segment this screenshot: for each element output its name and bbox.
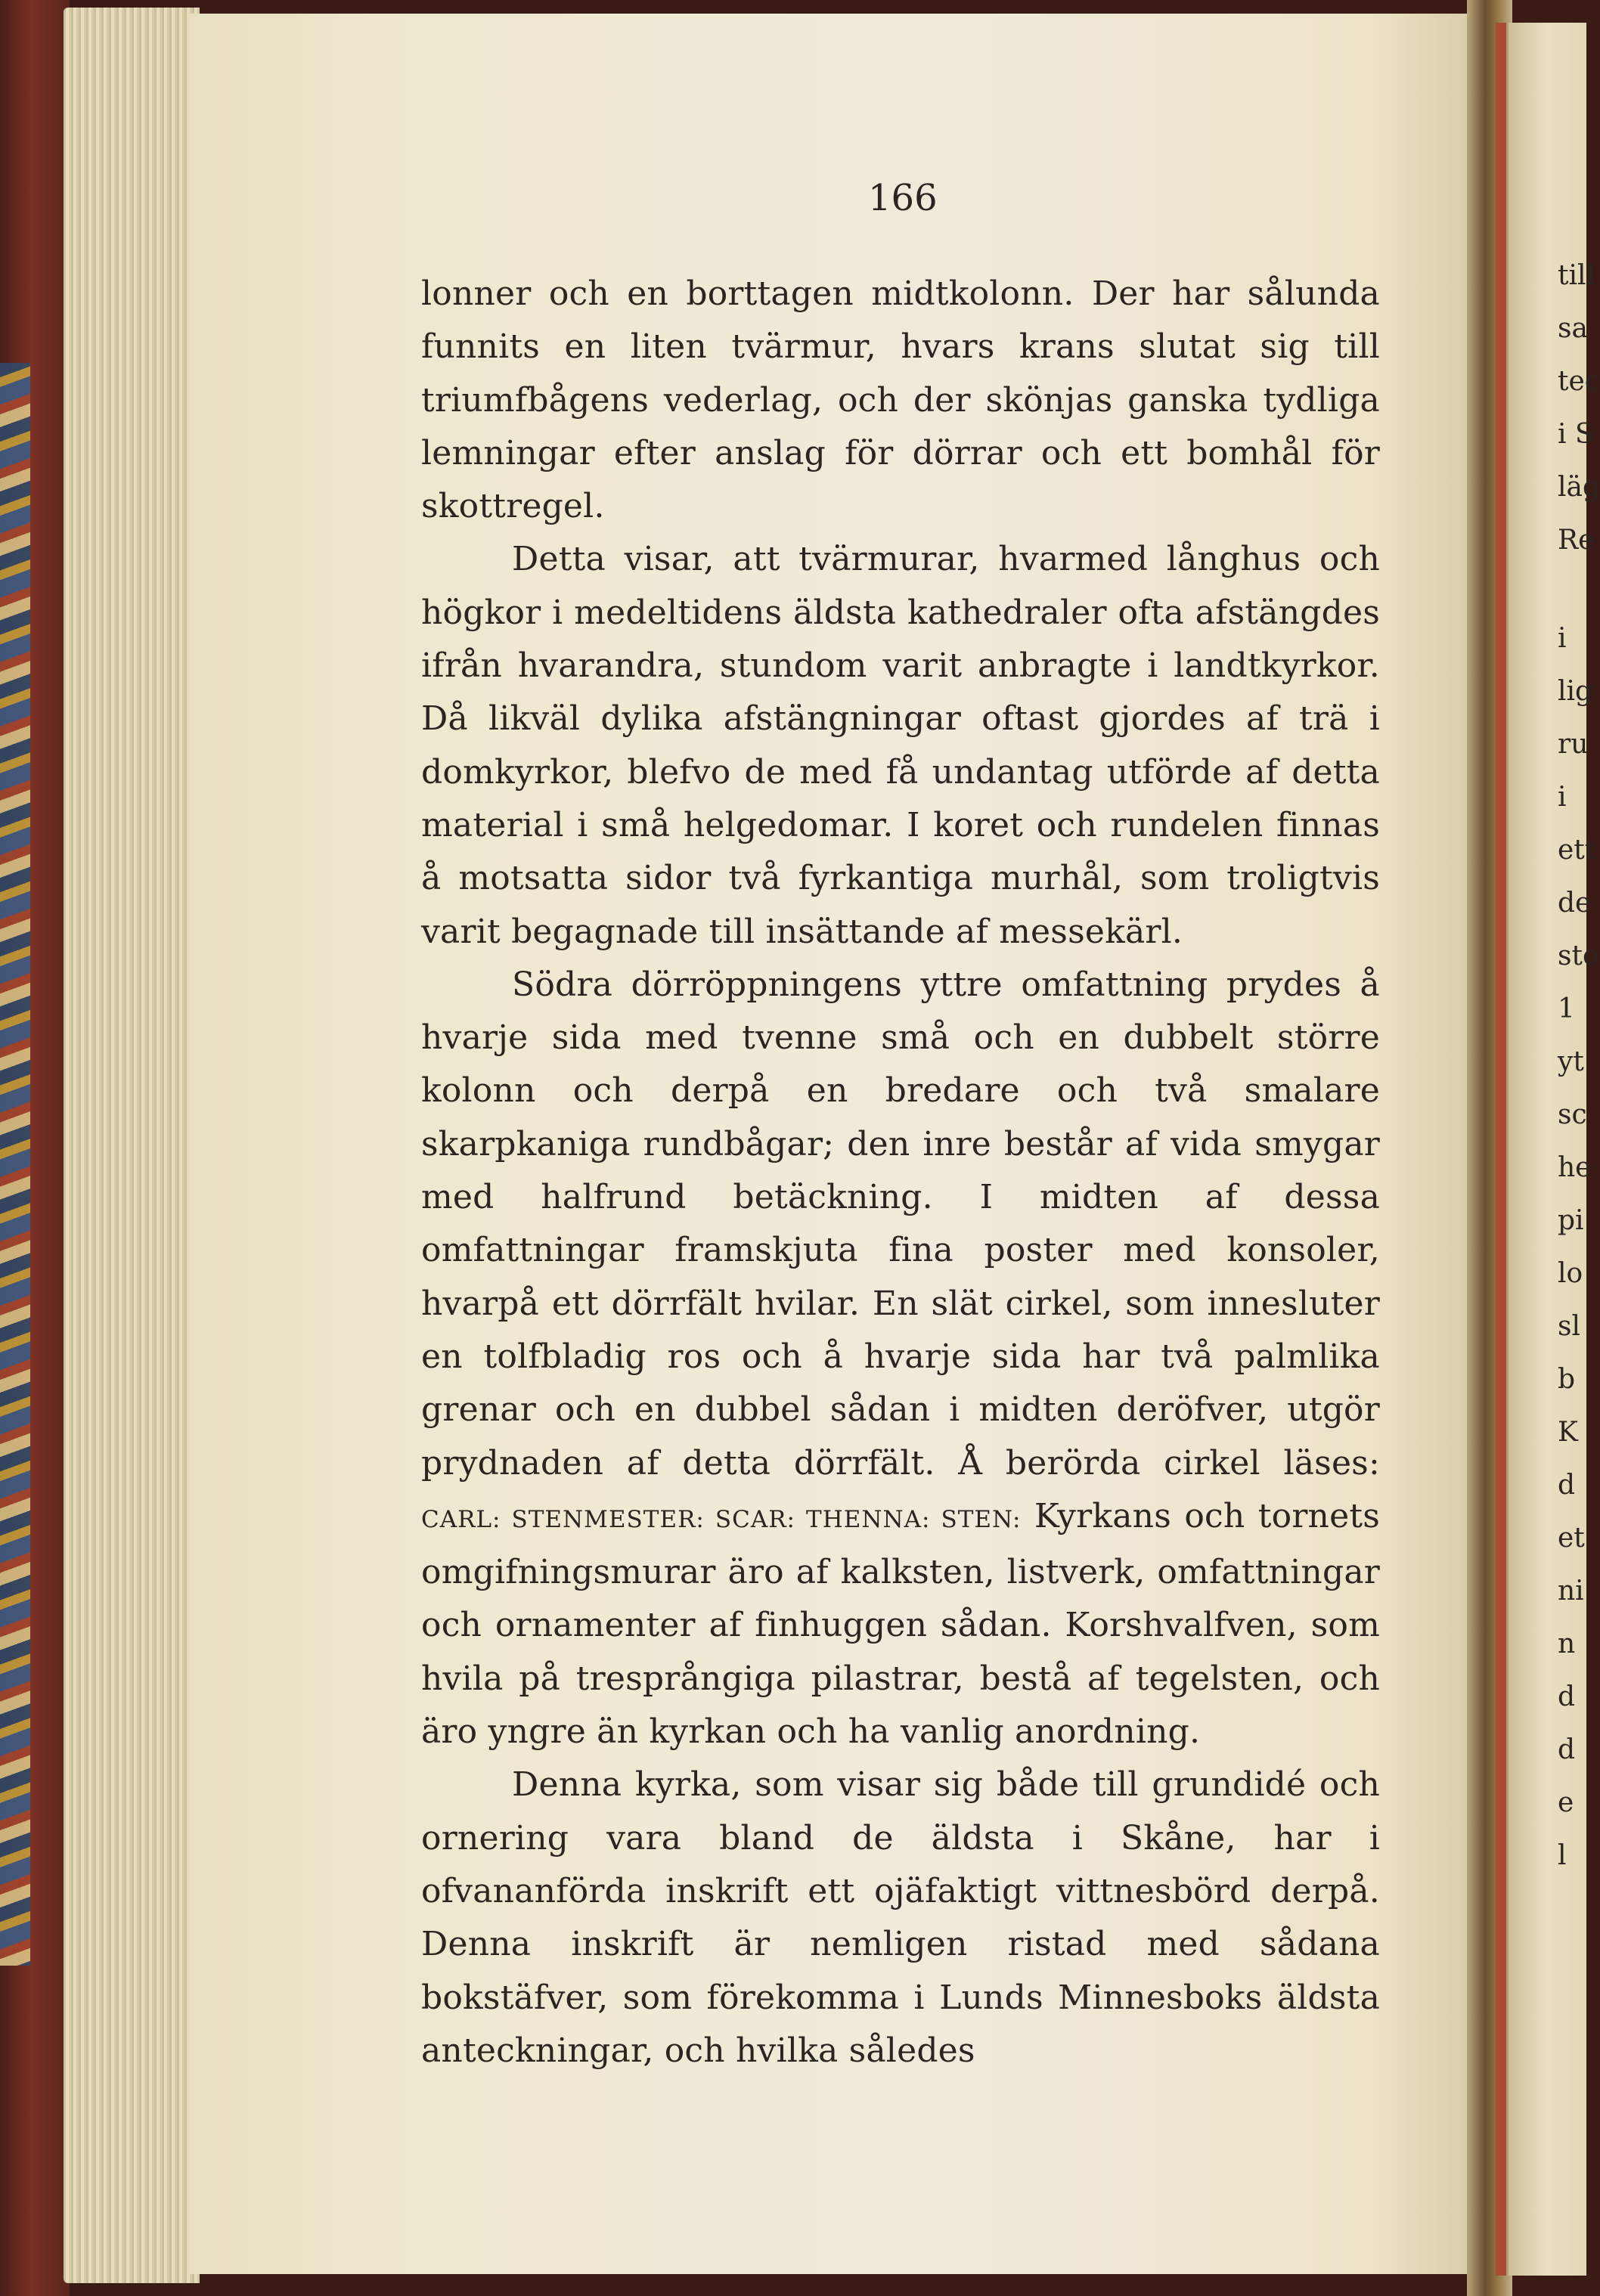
fragment: sto (1558, 940, 1599, 971)
fragment: yt (1558, 1046, 1584, 1077)
fragment: n (1558, 1628, 1576, 1659)
fragment: i (1558, 623, 1567, 654)
fragment: K (1558, 1417, 1578, 1448)
paragraph-2: Detta visar, att tvärmurar, hvarmed långhus och högkor i medeltidens äldsta kathedraler ofta afstängdes ifrån hvarandra, stundom varit anbragte i landtkyrkor. Då likväl dylika afstängningar oftast gjordes af trä i domkyrkor, blefvo de med få undantag utförde af detta material i små helgedomar. I koret och rundelen finnas å motsatta sidor två fyrkantiga murhål, som troligtvis varit begagnade till insättande af messekärl. (421, 540, 1380, 951)
facing-page-edge (1496, 23, 1506, 2276)
paragraph-3 (421, 959, 1380, 1758)
fragment: ru (1558, 729, 1589, 760)
fragment: lig (1558, 676, 1593, 707)
facing-page-text-fragments (1558, 249, 1600, 1882)
fragment: 1 (1558, 993, 1575, 1024)
fragment-gap (1558, 567, 1588, 612)
fragment: ett (1558, 835, 1596, 866)
fragment: i S (1558, 419, 1594, 450)
fragment: d (1558, 1681, 1576, 1712)
inscription-text: CARL: STENMESTER: SCAR: THENNA: STEN: (421, 1505, 1022, 1533)
fragment: Re (1558, 525, 1595, 556)
fragment: lo (1558, 1258, 1583, 1289)
page-number: 166 (868, 177, 938, 219)
marbled-endpaper (0, 363, 30, 1966)
fragment: l (1558, 1840, 1567, 1871)
fragment: pi (1558, 1205, 1584, 1236)
fragment: de (1558, 888, 1592, 919)
fragment: i (1558, 782, 1567, 813)
fragment: sa (1558, 313, 1588, 344)
fragment: sl (1558, 1311, 1580, 1342)
fragment: d (1558, 1734, 1576, 1765)
fragment: sc (1558, 1099, 1587, 1130)
fragment: he (1558, 1152, 1592, 1183)
paragraph-3-after: Kyrkans och tornets omgifningsmurar äro af kalksten, listverk, omfattningar och ornamenter af finhuggen sådan. Korshvalfven, som hvila på tresprångiga pilastrar, bestå af tegelsten, och äro yngre än kyrkan och ha vanlig anordning. (421, 1496, 1380, 1752)
fragment: et (1558, 1523, 1585, 1554)
body-text (421, 268, 1380, 2078)
fragment: e (1558, 1787, 1574, 1818)
paragraph-4: Denna kyrka, som visar sig både till grundidé och ornering vara bland de äldsta i Skåne, har i ofvananförda inskrift ett ojäfaktigt vittnesbörd derpå. Denna inskrift är nemligen ristad med sådana bokstäfver, som förekomma i Lunds Minnesboks äldsta anteckningar, och hvilka således (421, 1765, 1380, 2070)
page-stack-edges (64, 8, 200, 2283)
fragment: ni (1558, 1576, 1584, 1607)
fragment: d (1558, 1470, 1576, 1501)
paragraph-3-before: Södra dörröppningens yttre omfattning prydes å hvarje sida med tvenne små och en dubbelt större kolonn och derpå en bredare och två smalare skarpkaniga rundbågar; den inre består af vida smygar med halfrund betäckning. I midten af dessa omfattningar framskjuta fina poster med konsoler, hvarpå ett dörrfält hvilar. En slät cirkel, som innesluter en tolfbladig ros och å hvarje sida har två palmlika grenar och en dubbel sådan i midten deröfver, utgör prydnaden af detta dörrfält. Å berörda cirkel läses: (421, 965, 1380, 1483)
fragment: tec (1558, 366, 1600, 397)
fragment: b (1558, 1364, 1576, 1395)
fragment: läg (1558, 472, 1600, 503)
paragraph-1: lonner och en borttagen midtkolonn. Der har sålunda funnits en liten tvärmur, hvars krans slutat sig till triumfbågens vederlag, och der skönjas ganska tydliga lemningar efter anslag för dörrar och ett bomhål för skottregel. (421, 274, 1380, 526)
fragment: till (1558, 260, 1595, 291)
